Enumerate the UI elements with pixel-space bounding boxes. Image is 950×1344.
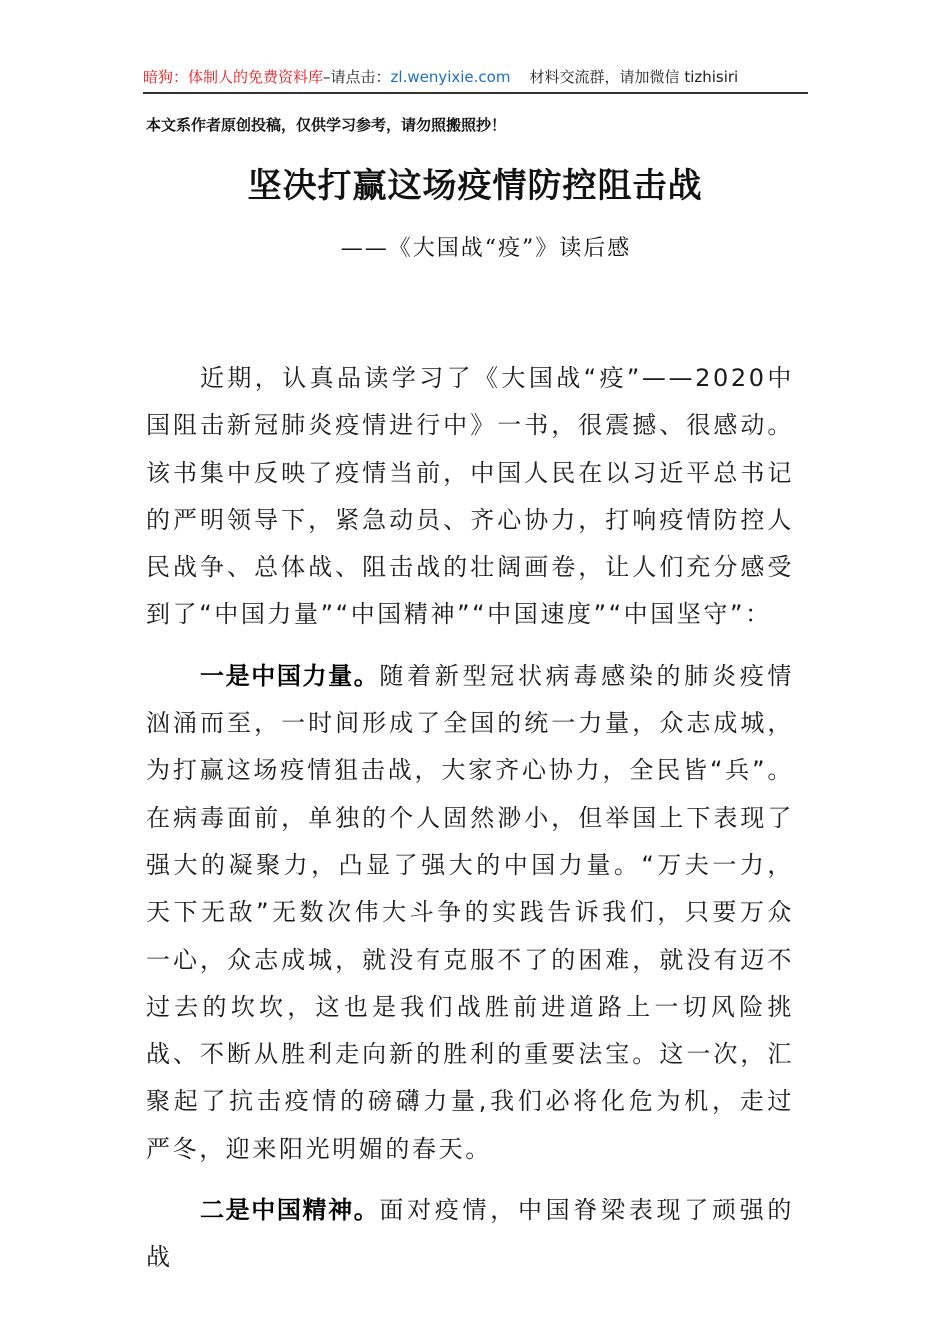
paragraph-text: 近期，认真品读学习了《大国战“疫”——2020中国阻击新冠肺炎疫情进行中》一书，很震撼、很感动。该书集中反映了疫情当前，中国人民在以习近平总书记的严明领导下，紧急动员、齐心协力，打响疫情防控人民战争、总体战、阻击战的壮阔画卷，让人们充分感受到了“中国力量”“中国精神”“中国速度”“中国坚守”： bbox=[146, 364, 794, 629]
document-body bbox=[146, 355, 794, 1296]
paragraph-text: 随着新型冠状病毒感染的肺炎疫情汹涌而至，一时间形成了全国的统一力量，众志成城，为打赢这场疫情狙击战，大家齐心协力，全民皆“兵”。 在病毒面前，单独的个人固然渺小，但举国上下表现了强大的凝聚力，凸显了强大的中国力量。“万夫一力，天下无敌”无数次伟大斗争的实践告诉我们，只要万众一心，众志成城，就没有克服不了的困难，就没有迈不过去的坎坎，这也是我们战胜前进道路上一切风险挑战、不断从胜利走向新的胜利的重要法宝。这一次，汇聚起了抗击疫情的磅礴力量,我们必将化危为机，走过严冬，迎来阳光明媚的春天。 bbox=[146, 661, 795, 1163]
paragraph-china-strength bbox=[146, 653, 794, 1173]
header-spacer bbox=[510, 68, 529, 86]
paragraph-lead: 一是中国力量。 bbox=[200, 661, 380, 690]
document-subtitle: ——《大国战“疫”》读后感 bbox=[340, 236, 632, 261]
page-header bbox=[143, 66, 808, 90]
copyright-notice: 本文系作者原创投稿，仅供学习参考，请勿照搬照抄！ bbox=[146, 116, 507, 134]
header-divider bbox=[143, 92, 808, 94]
paragraph-china-spirit bbox=[146, 1187, 794, 1282]
paragraph-lead: 二是中国精神。 bbox=[200, 1196, 380, 1225]
paragraph-intro bbox=[146, 355, 794, 639]
paragraph-text: 面对疫情，中国脊梁表现了顽强的战 bbox=[146, 1196, 795, 1272]
click-prompt: –请点击： bbox=[323, 68, 391, 86]
document-title: 坚决打赢这场疫情防控阻击战 bbox=[247, 166, 703, 206]
wechat-group-text: 材料交流群，请加微信 tizhisiri bbox=[529, 68, 739, 86]
site-link[interactable]: zl.wenyixie.com bbox=[390, 68, 511, 86]
brand-text: 暗狗：体制人的免费资料库 bbox=[143, 68, 324, 86]
